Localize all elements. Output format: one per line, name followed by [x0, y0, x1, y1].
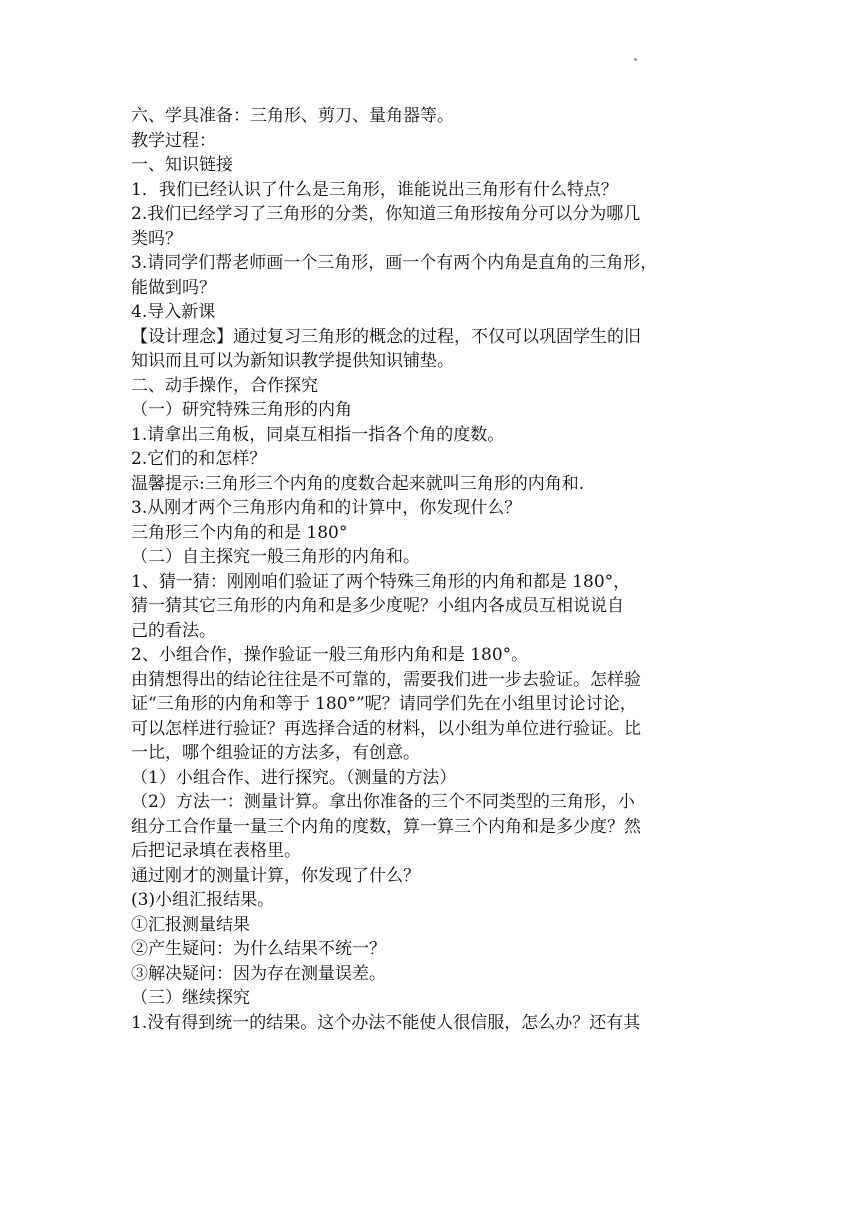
text-line: 三角形三个内角的和是 180° — [131, 522, 348, 543]
page-mark-dot — [634, 58, 637, 61]
text-line: (3)小组汇报结果。 — [131, 890, 275, 910]
text-line: 2.我们已经学习了三角形的分类，你知道三角形按角分可以分为哪几 — [131, 204, 641, 224]
text-line: 教学过程： — [131, 130, 216, 151]
text-line: 组分工合作量一量三个内角的度数，算一算三个内角和是多少度？然 — [131, 816, 641, 837]
text-line: 3.从刚才两个三角形内角和的计算中，你发现什么？ — [131, 498, 522, 518]
text-line: 4.导入新课 — [131, 302, 216, 322]
text-line: 1.没有得到统一的结果。这个办法不能使人很信服，怎么办？还有其 — [131, 1012, 641, 1033]
text-line: ③解决疑问：因为存在测量误差。 — [131, 963, 386, 984]
text-line: 2、小组合作，操作验证一般三角形内角和是 180°。 — [131, 645, 529, 665]
text-line: （一）研究特殊三角形的内角 — [131, 400, 352, 420]
text-line: 2.它们的和怎样？ — [131, 449, 267, 469]
text-line: 六、学具准备：三角形、剪刀、量角器等。 — [131, 106, 454, 126]
text-line: 猜一猜其它三角形的内角和是多少度呢？小组内各成员互相说说自 — [131, 596, 624, 616]
text-line: 可以怎样进行验证？再选择合适的材料，以小组为单位进行验证。比 — [131, 718, 641, 739]
text-line: 一、知识链接 — [131, 155, 233, 175]
text-line: 温馨提示:三角形三个内角的度数合起来就叫三角形的内角和. — [131, 473, 585, 494]
document-body — [131, 104, 731, 1035]
text-line: ①汇报测量结果 — [131, 914, 250, 935]
text-line: 【设计理念】通过复习三角形的概念的过程，不仅可以巩固学生的旧 — [131, 326, 641, 347]
text-line: ②产生疑问：为什么结果不统一？ — [131, 939, 386, 959]
text-line: 己的看法。 — [131, 620, 216, 641]
text-line: 能做到吗？ — [131, 277, 216, 298]
text-line: 1、猜一猜：刚刚咱们验证了两个特殊三角形的内角和都是 180°， — [131, 571, 631, 592]
text-line: 后把记录填在表格里。 — [131, 841, 301, 861]
text-line: 3.请同学们帮老师画一个三角形，画一个有两个内角是直角的三角形， — [131, 253, 658, 273]
text-line: 知识而且可以为新知识教学提供知识铺垫。 — [131, 351, 454, 371]
text-line: （2）方法一：测量计算。拿出你准备的三个不同类型的三角形，小 — [131, 792, 635, 812]
text-line: 1．我们已经认识了什么是三角形，谁能说出三角形有什么特点？ — [131, 179, 618, 200]
text-line: 由猜想得出的结论往往是不可靠的，需要我们进一步去验证。怎样验 — [131, 669, 641, 690]
text-line: 二、动手操作，合作探究 — [131, 375, 318, 396]
text-line: 证“三角形的内角和等于 180°”呢？请同学们先在小组里讨论讨论， — [131, 694, 637, 714]
text-line: 通过刚才的测量计算，你发现了什么？ — [131, 865, 420, 886]
text-line: （二）自主探究一般三角形的内角和。 — [131, 547, 420, 567]
text-line: 1.请拿出三角板，同桌互相指一指各个角的度数。 — [131, 424, 505, 445]
text-line: （三）继续探究 — [131, 988, 250, 1008]
text-line: （1）小组合作、进行探究。（测量的方法） — [131, 767, 457, 788]
text-line: 类吗？ — [131, 228, 182, 249]
text-line: 一比，哪个组验证的方法多，有创意。 — [131, 743, 420, 763]
